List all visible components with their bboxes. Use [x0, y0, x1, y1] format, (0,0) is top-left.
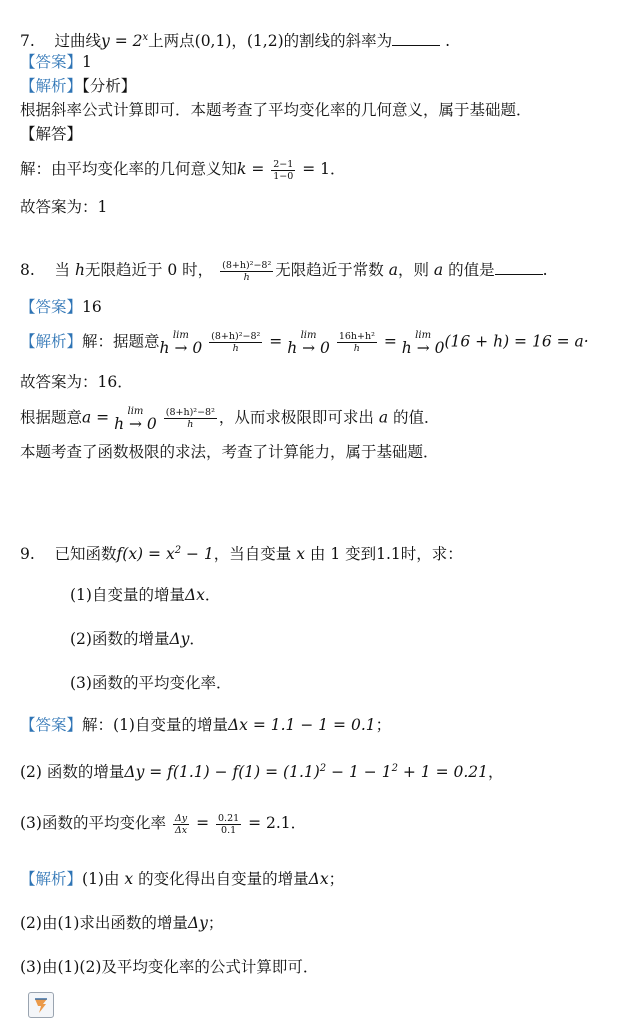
q8-limit-1: [159, 330, 203, 357]
q8-var-a-3: a: [378, 408, 389, 427]
q8-answer-blank: [495, 260, 543, 275]
q8-analysis: [20, 330, 589, 357]
q8-answer-tag: 【答案】: [20, 298, 83, 316]
q9-sub1-text: (1)自变量的增量: [70, 586, 185, 604]
q9-an2-symbol: Δy: [187, 914, 208, 932]
q8-analysis-text: 解：据题意: [82, 332, 160, 351]
q8-an-frac2-num: 16h+h²: [338, 331, 375, 342]
q9-answer-3: [20, 812, 306, 836]
q9-ans3-num2: 0.21: [218, 812, 240, 824]
q8-var-a-2: a: [433, 261, 444, 279]
q8-basis-text-b: ，从而求极限即可求出: [218, 408, 374, 427]
q9-an2-end: ；: [207, 914, 224, 932]
q8-analysis-fraction-2: [337, 331, 377, 354]
q9-func-tail: − 1: [186, 545, 214, 564]
q7-stem-text-b: 上两点(0,1)，(1,2)的割线的斜率为: [148, 32, 393, 51]
q9-an2-text: (2)由(1)求出函数的增量: [20, 914, 188, 932]
q7-stem-end: .: [445, 32, 451, 51]
q9-ans2-text: (2) 函数的增量: [20, 763, 125, 782]
q9-stem-text-d: 时，求：: [400, 545, 463, 564]
q9-function: [117, 545, 214, 563]
q9-ans3-den1: Δx: [174, 824, 188, 836]
q8-basis-frac-num: (8+h)²−8²: [165, 407, 215, 418]
q8-var-h: h: [74, 261, 85, 279]
q9-sub1-symbol: Δx: [184, 586, 205, 604]
q7-stem: [20, 27, 450, 52]
q8-lim-arrow-4: h → 0: [114, 415, 157, 433]
q8-lim-label-3: lim: [415, 330, 432, 341]
q7-solve: [20, 158, 346, 182]
q8-stem-fraction: [220, 260, 273, 283]
q9-ans2-math: [124, 763, 488, 781]
q8-analysis-fraction-1: [209, 331, 262, 354]
q8-stem-text-d: ，则: [397, 261, 429, 279]
q8-summary: 本题考查了函数极限的求法，考查了计算能力，属于基础题．: [20, 443, 439, 461]
q8-answer-value: 16: [82, 298, 102, 316]
q9-ans3-fraction-2: [216, 813, 241, 836]
q7-conclusion: 故答案为：1: [20, 198, 108, 216]
q8-answer: [20, 296, 102, 318]
q9-ans2-exp-2: 2: [391, 763, 398, 774]
q9-ans3-result: = 2.1．: [248, 814, 307, 832]
q9-answer-2: [20, 758, 504, 783]
q7-solve-text: 解：由平均变化率的几何意义知: [20, 160, 238, 178]
q9-ans2-math-c: + 1 = 0.21: [397, 763, 489, 782]
q9-answer-1: [20, 714, 391, 736]
q8-basis-text-c: 的值．: [393, 408, 440, 427]
q8-lim-label-1: lim: [172, 330, 189, 341]
q7-curve-exp: x: [142, 32, 149, 43]
q8-basis-frac-den: h: [187, 419, 194, 430]
q8-basis: [20, 406, 440, 433]
q8-stem-text-a: 当: [54, 261, 71, 279]
q9-an1-text-a: (1)由: [82, 870, 120, 888]
q9-sub2: (2)函数的增量Δy．: [70, 630, 205, 648]
q9-sub2-text: (2)函数的增量: [70, 630, 170, 648]
q9-ans1-end: ；: [375, 716, 392, 734]
q7-analysis-head: [20, 75, 136, 97]
q7-curve: [101, 32, 148, 50]
q8-basis-fraction: [164, 407, 217, 430]
q7-solve-k: k =: [237, 160, 265, 178]
q9-ans3-text: (3)函数的平均变化率: [20, 814, 166, 832]
q9-answer-tag: 【答案】: [20, 716, 83, 734]
q9-sub2-symbol: Δy: [169, 630, 190, 648]
q9-analysis-1: [20, 868, 344, 890]
q8-lim-arrow-2: h → 0: [287, 339, 330, 357]
q8-eq-1: =: [269, 332, 283, 351]
q9-stem-text-b: ，当自变量: [213, 545, 292, 564]
q8-number: 8.: [20, 261, 35, 279]
q9-number: 9.: [20, 545, 35, 564]
q7-analysis-sub: 【分析】: [82, 77, 137, 95]
q9-ans3-eq: =: [196, 814, 210, 832]
q7-solve-fraction: [271, 159, 295, 182]
q9-var-x: x: [296, 545, 305, 564]
q9-analysis-tag: 【解析】: [20, 870, 83, 888]
q8-frac-num: (8+h)²−8²: [222, 259, 272, 271]
q8-lim-arrow-3: h → 0: [401, 339, 445, 357]
q8-an-frac2-den: h: [353, 343, 360, 354]
q9-ans3-den2: 0.1: [221, 824, 237, 836]
q9-sub3: (3)函数的平均变化率．: [70, 674, 232, 692]
q9-ans2-math-a: Δy = f(1.1) − f(1) = (1.1): [124, 763, 320, 782]
q7-answer-tag: 【答案】: [20, 53, 83, 71]
q9-ans1-math: Δx = 1.1 − 1 = 0.1: [227, 716, 376, 734]
q7-answer: [20, 51, 92, 73]
q9-ans2-math-b: − 1 − 1: [326, 763, 392, 782]
q9-an1-var-x: x: [124, 870, 134, 888]
q8-frac-den: h: [243, 271, 250, 283]
q8-stem-text-b: 无限趋近于 0 时，: [84, 261, 214, 279]
q8-an-frac1-den: h: [232, 343, 239, 354]
q8-lim-arrow-1: h → 0: [159, 339, 203, 357]
q7-solve-result: = 1．: [302, 160, 346, 178]
q7-frac-den: 1−0: [273, 170, 294, 182]
q8-an-frac1-num: (8+h)²−8²: [211, 331, 261, 342]
q9-ans3-num1: Δy: [174, 812, 188, 824]
q7-solve-tag: 【解答】: [20, 125, 83, 143]
q9-sub1: (1)自变量的增量Δx．: [70, 586, 221, 604]
q9-analysis-3: (3)由(1)(2)及平均变化率的公式计算即可．: [20, 958, 319, 976]
q9-stem-text-a: 已知函数: [54, 545, 117, 564]
q8-conclusion: 故答案为：16．: [20, 373, 133, 391]
q7-analysis-text: 根据斜率公式计算即可．本题考查了平均变化率的几何意义，属于基础题．: [20, 101, 532, 119]
q9-ans2-exp-1: 2: [319, 763, 327, 774]
q8-limit-4: [114, 406, 157, 433]
q9-ans3-fraction-1: [173, 813, 189, 836]
feather-quill-icon: [28, 992, 54, 1018]
q8-var-a: a: [388, 261, 398, 279]
q9-ans2-end: ，: [488, 763, 504, 782]
q8-analysis-tag: 【解析】: [20, 332, 83, 351]
q8-limit-3: [401, 330, 445, 357]
q9-stem-value: 1.1: [376, 545, 401, 564]
q8-analysis-tail: (16 + h) = 16 = a·: [444, 332, 589, 351]
q9-an1-end: ；: [328, 870, 345, 888]
q9-ans1-text: 解：(1)自变量的增量: [82, 716, 228, 734]
q8-stem-text-e: 的值是: [448, 261, 495, 279]
q8-lim-label-4: lim: [127, 406, 144, 417]
q7-answer-blank: [392, 31, 440, 46]
q9-func-base: f(x) = x: [116, 545, 175, 564]
q8-stem-end: .: [542, 261, 548, 279]
q9-stem-text-c: 由 1 变到: [309, 545, 377, 564]
q8-basis-text-a: 根据题意: [20, 408, 83, 427]
q7-frac-num: 2−1: [273, 158, 294, 170]
q9-an1-symbol: Δx: [308, 870, 329, 888]
q7-answer-value: 1: [82, 53, 92, 71]
q8-limit-2: [287, 330, 330, 357]
q8-eq-2: =: [383, 332, 397, 351]
q9-stem: [20, 540, 463, 565]
q7-number: 7.: [20, 32, 35, 51]
q8-lim-label-2: lim: [300, 330, 317, 341]
q7-curve-base: y = 2: [101, 32, 143, 51]
q8-stem-text-c: 无限趋近于常数: [275, 261, 384, 279]
q9-an1-text-b: 的变化得出自变量的增量: [138, 870, 309, 888]
q7-analysis-tag: 【解析】: [20, 77, 83, 95]
q7-stem-text-a: 过曲线: [54, 32, 102, 51]
q8-stem: [20, 259, 548, 283]
q8-basis-eq: a =: [82, 408, 110, 427]
q9-analysis-2: [20, 912, 223, 934]
q9-func-exp: 2: [174, 545, 182, 556]
